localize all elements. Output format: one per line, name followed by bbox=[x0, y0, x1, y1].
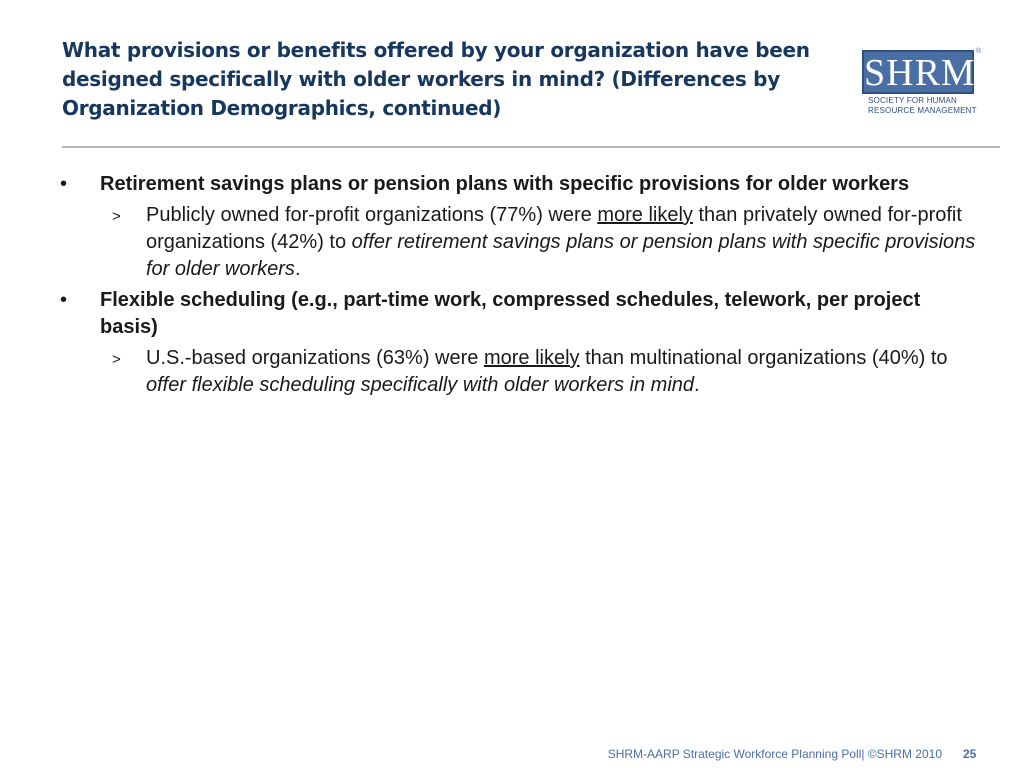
sub-bullet-text: . bbox=[294, 258, 301, 280]
logo-subtitle-line-2: RESOURCE MANAGEMENT bbox=[868, 106, 977, 115]
bullet-marker: • bbox=[60, 289, 68, 311]
sub-bullet-text: U.S.-based organizations (63%) were bbox=[146, 347, 484, 369]
sub-bullet-text: than privately owned for-profit organizations (42%) to bbox=[146, 204, 962, 253]
logo-subtitle bbox=[868, 96, 978, 116]
italic-text: offer retirement savings plans or pension plans with specific provisions for older workers bbox=[146, 231, 976, 280]
logo-subtitle-line-1: SOCIETY FOR HUMAN bbox=[868, 96, 958, 105]
bullet-item bbox=[56, 287, 976, 399]
italic-text: offer flexible scheduling specifically with older workers in mind bbox=[146, 374, 695, 396]
bullet-heading: Retirement savings plans or pension plans with specific provisions for older workers bbox=[100, 173, 910, 195]
slide-content bbox=[56, 171, 976, 403]
bullet-marker: • bbox=[60, 173, 68, 195]
slide-title: What provisions or benefits offered by your organization have been designed specifically with older workers in mind? (Differences by Organization Demographics, continued) bbox=[62, 38, 810, 120]
bullet-heading: Flexible scheduling (e.g., part-time work, compressed schedules, telework, per project basis) bbox=[100, 289, 921, 338]
bullet-item bbox=[56, 171, 976, 283]
logo-box bbox=[862, 50, 974, 94]
shrm-logo bbox=[862, 50, 980, 122]
logo-registered-mark: ® bbox=[976, 48, 982, 55]
emphasis-text: more likely bbox=[597, 204, 693, 226]
sub-bullet-marker: > bbox=[112, 351, 121, 368]
sub-bullet bbox=[100, 345, 976, 399]
sub-bullet-text: Publicly owned for-profit organizations (77%) were bbox=[146, 204, 598, 226]
sub-bullet-text: . bbox=[694, 374, 700, 396]
footer-text: SHRM-AARP Strategic Workforce Planning Poll| ©SHRM 2010 bbox=[607, 747, 942, 761]
title-divider bbox=[62, 146, 1000, 148]
logo-letters: SHRM bbox=[864, 52, 976, 94]
page-number: 25 bbox=[963, 747, 977, 761]
sub-bullet-text: than multinational organizations (40%) to bbox=[579, 347, 948, 369]
sub-bullet bbox=[100, 202, 976, 283]
sub-bullet-marker: > bbox=[112, 208, 121, 225]
emphasis-text: more likely bbox=[483, 347, 580, 369]
